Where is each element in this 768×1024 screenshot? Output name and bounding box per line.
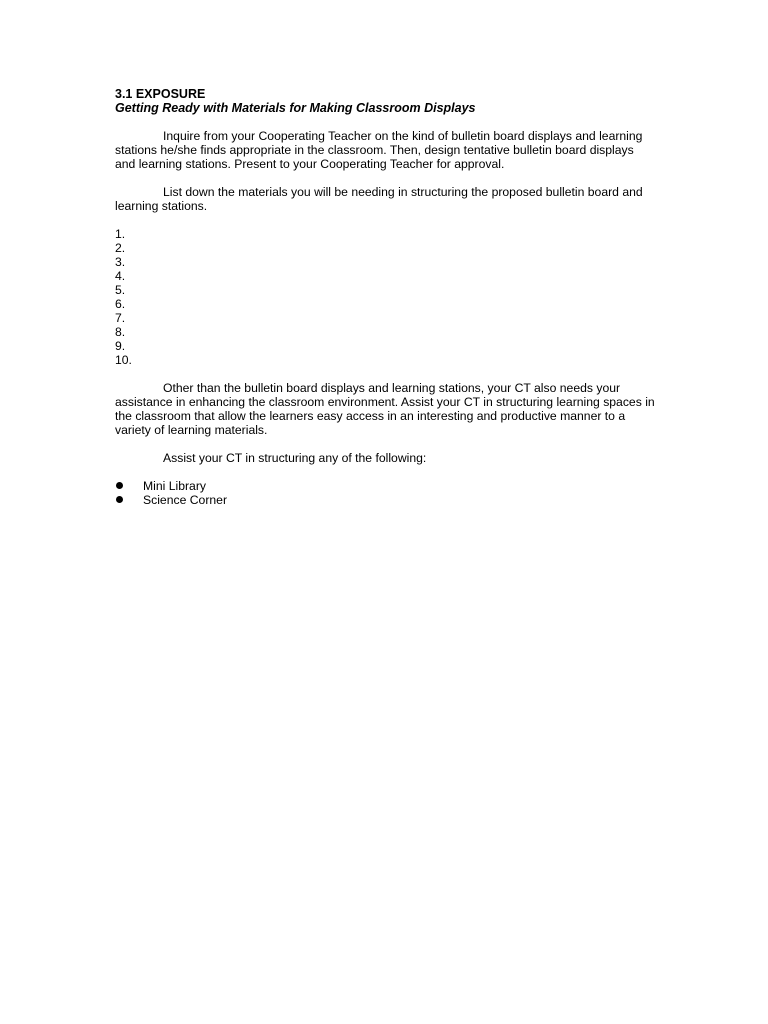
bullet-item-mini-library [115, 479, 655, 493]
bullet-label: Mini Library [143, 479, 206, 493]
bullet-icon [116, 482, 123, 489]
list-item: 9. [115, 339, 126, 353]
structuring-paragraph: Assist your CT in structuring any of the following: [163, 451, 427, 465]
bullet-label: Science Corner [143, 493, 227, 507]
section-title: Getting Ready with Materials for Making Classroom Displays [115, 101, 476, 115]
list-item: 6. [115, 297, 126, 311]
document-page [115, 87, 655, 507]
instruction-paragraph: Inquire from your Cooperating Teacher on the kind of bulletin board displays and learning stations he/she finds appropriate in the classroom. Then, design tentative bulletin board displays and learning stations. Present to your Cooperating Teacher for approval. [115, 129, 643, 171]
list-item: 3. [115, 255, 126, 269]
list-item: 7. [115, 311, 126, 325]
section-number: 3.1 EXPOSURE [115, 87, 206, 101]
list-item: 8. [115, 325, 126, 339]
list-item: 10. [115, 353, 132, 367]
options-bullet-list [115, 479, 655, 507]
list-item: 5. [115, 283, 126, 297]
classroom-environment-paragraph: Other than the bulletin board displays and learning stations, your CT also needs your assistance in enhancing the classroom environment. Assist your CT in structuring learning spaces in the classroom that allow the learners easy access in an interesting and productive manner to a variety of learning materials. [115, 381, 655, 437]
materials-paragraph: List down the materials you will be needing in structuring the proposed bulletin board and learning stations. [115, 185, 643, 213]
list-item: 1. [115, 227, 126, 241]
list-item: 4. [115, 269, 126, 283]
materials-numbered-list [115, 227, 655, 367]
bullet-icon [116, 496, 123, 503]
list-item: 2. [115, 241, 126, 255]
bullet-item-science-corner [115, 493, 655, 507]
